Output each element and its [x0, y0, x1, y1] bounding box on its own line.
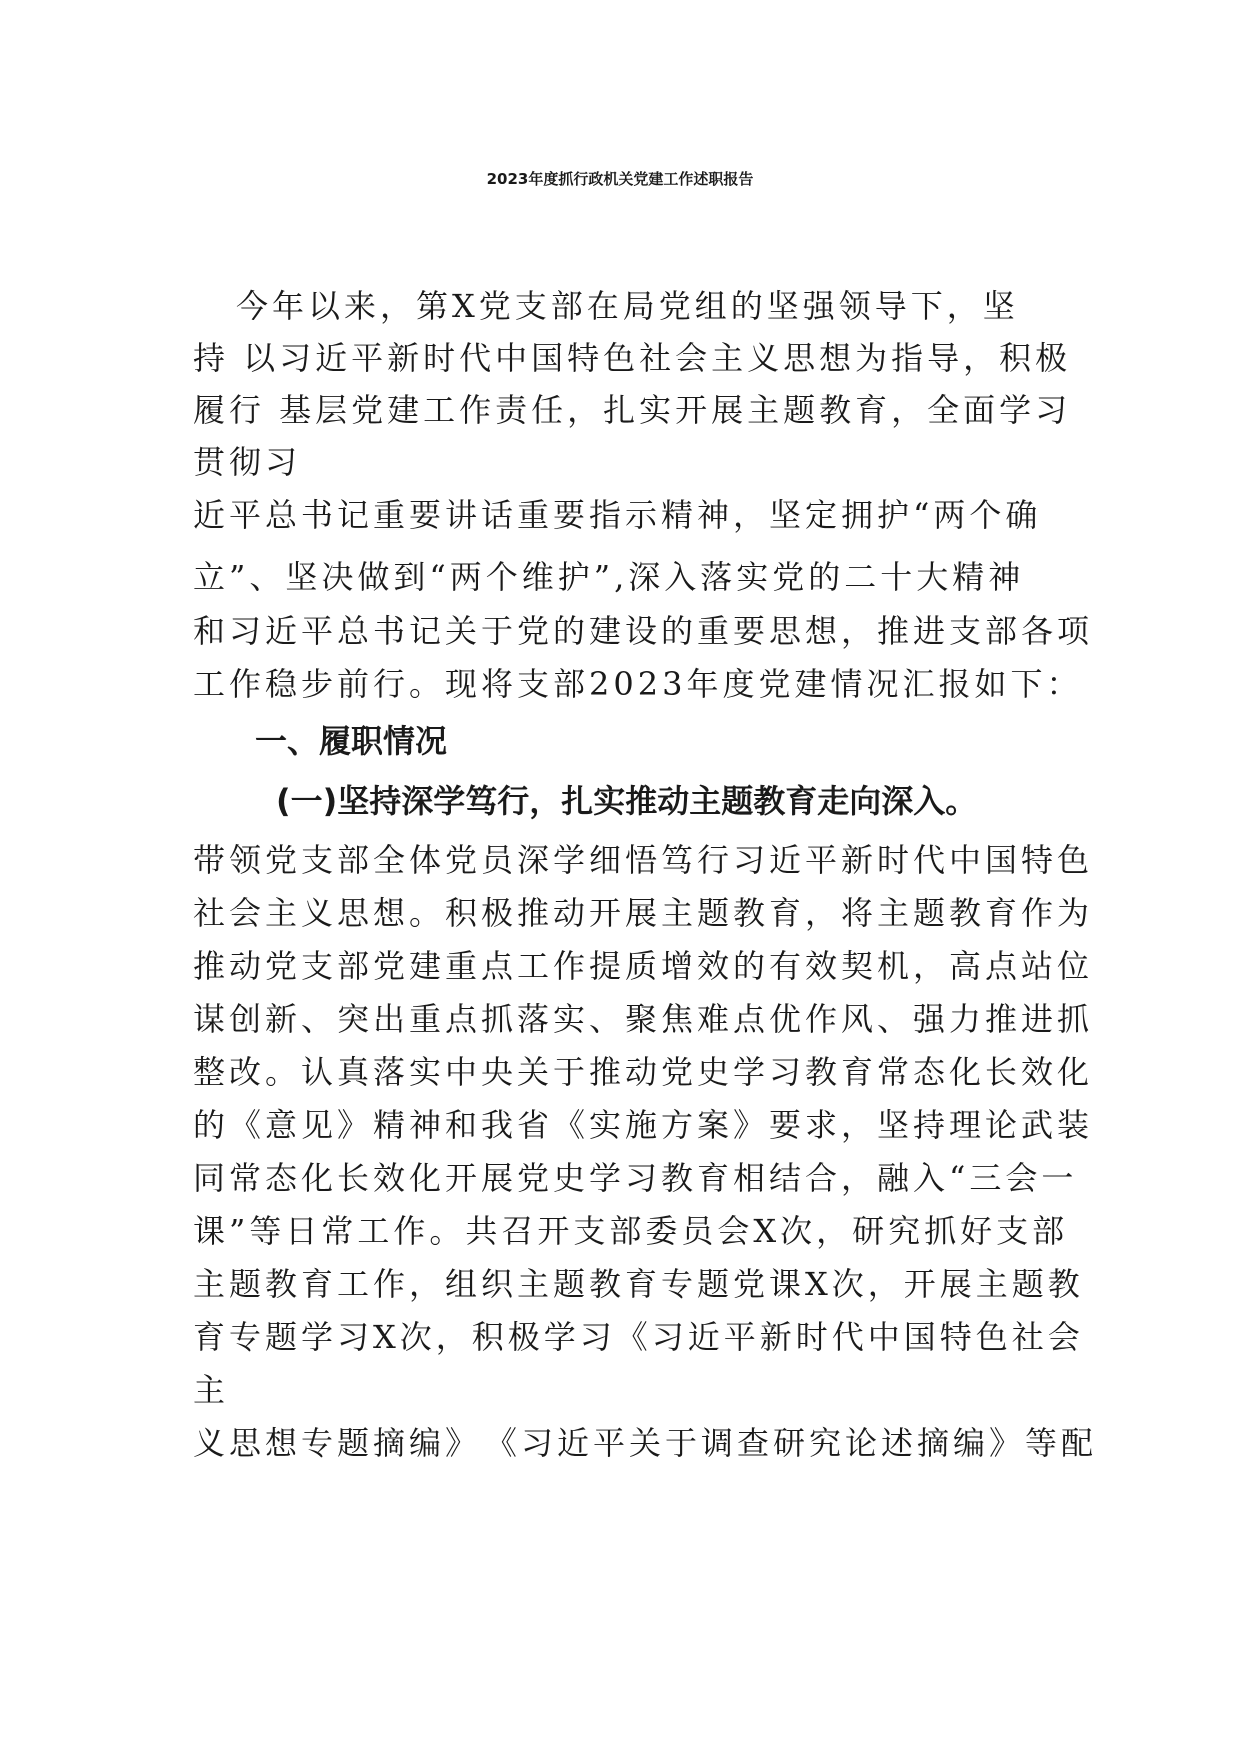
body-line: 带领党支部全体党员深学细悟笃行习近平新时代中国特色	[193, 841, 1094, 879]
intro-line: 今年以来，第X党支部在局党组的坚强领导下，坚	[236, 287, 1019, 325]
intro-line: 近平总书记重要讲话重要指示精神，坚定拥护“两个确	[193, 496, 1042, 534]
body-line: 同常态化长效化开展党史学习教育相结合，融入“三会一	[193, 1159, 1078, 1197]
intro-line: 立”、坚决做到“两个维护”,深入落实党的二十大精神	[193, 558, 1025, 596]
body-line: 整改。认真落实中央关于推动党史学习教育常态化长效化	[193, 1053, 1094, 1091]
subsection-heading: (一)坚持深学笃行，扎实推动主题教育走向深入。	[276, 782, 978, 820]
body-line: 育专题学习X次，积极学习《习近平新时代中国特色社会	[193, 1318, 1084, 1356]
document-title: 2023年度抓行政机关党建工作述职报告	[486, 170, 754, 188]
body-line: 谋创新、突出重点抓落实、聚焦难点优作风、强力推进抓	[193, 1000, 1094, 1038]
intro-line: 贯彻习	[193, 443, 302, 481]
body-line: 课”等日常工作。共召开支部委员会X次，研究抓好支部	[193, 1212, 1069, 1250]
section-heading: 一、履职情况	[255, 722, 448, 760]
intro-line: 持 以习近平新时代中国特色社会主义思想为指导，积极	[193, 339, 1072, 377]
body-line: 社会主义思想。积极推动开展主题教育，将主题教育作为	[193, 894, 1094, 932]
body-line: 推动党支部党建重点工作提质增效的有效契机，高点站位	[193, 947, 1094, 985]
intro-line: 和习近平总书记关于党的建设的重要思想，推进支部各项	[193, 612, 1094, 650]
body-line: 主	[193, 1371, 230, 1409]
body-line: 的《意见》精神和我省《实施方案》要求，坚持理论武装	[193, 1106, 1094, 1144]
body-line: 主题教育工作，组织主题教育专题党课X次，开展主题教	[193, 1265, 1084, 1303]
body-line: 义思想专题摘编》 《习近平关于调查研究论述摘编》等配	[193, 1424, 1098, 1462]
intro-line: 工作稳步前行。现将支部2023年度党建情况汇报如下：	[193, 665, 1083, 703]
intro-line: 履行 基层党建工作责任，扎实开展主题教育，全面学习	[193, 391, 1072, 429]
